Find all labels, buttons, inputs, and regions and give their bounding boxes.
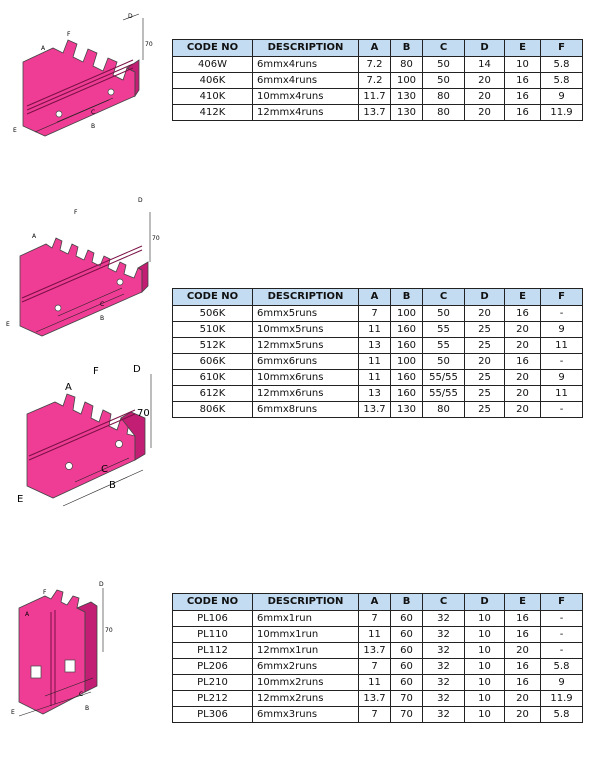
cell-c: 32 <box>423 627 465 643</box>
block-front-face <box>23 40 135 136</box>
cell-e: 16 <box>505 611 541 627</box>
header-description: DESCRIPTION <box>253 40 359 57</box>
cell-e: 16 <box>505 105 541 121</box>
cell-b: 130 <box>391 89 423 105</box>
cell-d: 10 <box>465 675 505 691</box>
table-row <box>173 659 583 675</box>
cell-description: 6mmx8runs <box>253 402 359 418</box>
cell-f: 9 <box>541 370 583 386</box>
cell-f: - <box>541 306 583 322</box>
cell-b: 70 <box>391 691 423 707</box>
block-front-face <box>19 590 85 714</box>
cell-a: 13.7 <box>359 691 391 707</box>
cell-b: 100 <box>391 354 423 370</box>
cell-code: PL110 <box>173 627 253 643</box>
cell-code: PL106 <box>173 611 253 627</box>
dim-f: F <box>93 366 99 377</box>
header-description: DESCRIPTION <box>253 594 359 611</box>
cell-description: 10mmx2runs <box>253 675 359 691</box>
block-drawing-6runs <box>5 356 165 511</box>
cell-description: 10mmx4runs <box>253 89 359 105</box>
cell-description: 6mmx4runs <box>253 73 359 89</box>
cell-code: 610K <box>173 370 253 386</box>
cell-f: 11.9 <box>541 691 583 707</box>
cell-description: 12mmx5runs <box>253 338 359 354</box>
cell-code: 806K <box>173 402 253 418</box>
cell-c: 32 <box>423 691 465 707</box>
dim-b: B <box>100 315 105 322</box>
cell-code: 410K <box>173 89 253 105</box>
dim-a: A <box>41 45 46 52</box>
cell-d: 25 <box>465 386 505 402</box>
cell-c: 55/55 <box>423 386 465 402</box>
cell-f: 9 <box>541 675 583 691</box>
cell-c: 50 <box>423 73 465 89</box>
cell-a: 7 <box>359 659 391 675</box>
cell-f: 5.8 <box>541 707 583 723</box>
dim-f: F <box>43 589 47 596</box>
table-header-row <box>173 594 583 611</box>
cell-a: 11 <box>359 354 391 370</box>
table-row <box>173 386 583 402</box>
cell-b: 60 <box>391 611 423 627</box>
block-drawing-4runs <box>5 10 155 140</box>
table-row <box>173 73 583 89</box>
cell-f: 5.8 <box>541 57 583 73</box>
cell-e: 20 <box>505 322 541 338</box>
dim-height: 70 <box>152 235 160 242</box>
header-c: C <box>423 289 465 306</box>
table-row <box>173 691 583 707</box>
cell-e: 16 <box>505 627 541 643</box>
header-e: E <box>505 594 541 611</box>
cell-e: 10 <box>505 57 541 73</box>
header-a: A <box>359 40 391 57</box>
dim-d: D <box>99 581 104 588</box>
block-front-face <box>20 238 142 336</box>
cell-e: 16 <box>505 89 541 105</box>
block-drawing-pl <box>5 572 125 727</box>
dim-d: D <box>133 364 141 375</box>
cell-description: 6mmx3runs <box>253 707 359 723</box>
dim-a: A <box>65 382 72 393</box>
table-row <box>173 338 583 354</box>
header-e: E <box>505 289 541 306</box>
cell-d: 10 <box>465 611 505 627</box>
header-code: CODE NO <box>173 594 253 611</box>
cell-a: 13 <box>359 386 391 402</box>
cell-c: 50 <box>423 354 465 370</box>
dim-e: E <box>13 127 17 134</box>
dim-c: C <box>100 301 105 308</box>
table-row <box>173 402 583 418</box>
dim-e: E <box>11 709 15 716</box>
cell-d: 10 <box>465 659 505 675</box>
cell-b: 70 <box>391 707 423 723</box>
cell-code: 510K <box>173 322 253 338</box>
cell-d: 10 <box>465 691 505 707</box>
cell-b: 130 <box>391 105 423 121</box>
header-f: F <box>541 289 583 306</box>
dim-b: B <box>85 705 90 712</box>
cell-e: 16 <box>505 306 541 322</box>
cell-b: 130 <box>391 402 423 418</box>
cell-code: 412K <box>173 105 253 121</box>
cell-d: 25 <box>465 322 505 338</box>
header-f: F <box>541 594 583 611</box>
cell-f: 9 <box>541 89 583 105</box>
cell-c: 32 <box>423 611 465 627</box>
cell-a: 13.7 <box>359 105 391 121</box>
cell-d: 20 <box>465 354 505 370</box>
cell-description: 10mmx5runs <box>253 322 359 338</box>
cell-b: 160 <box>391 338 423 354</box>
cell-c: 80 <box>423 402 465 418</box>
cell-d: 25 <box>465 370 505 386</box>
cell-f: - <box>541 402 583 418</box>
cell-description: 6mmx2runs <box>253 659 359 675</box>
spec-table-pl <box>172 593 583 723</box>
dim-b: B <box>109 480 116 491</box>
dim-e: E <box>17 494 24 505</box>
header-d: D <box>465 289 505 306</box>
table-row <box>173 57 583 73</box>
cell-description: 10mmx1run <box>253 627 359 643</box>
cell-e: 16 <box>505 354 541 370</box>
cell-c: 32 <box>423 643 465 659</box>
cell-c: 32 <box>423 659 465 675</box>
block-drawing-5runs <box>2 192 162 342</box>
cell-code: 506K <box>173 306 253 322</box>
cell-c: 32 <box>423 707 465 723</box>
cell-a: 13 <box>359 338 391 354</box>
cell-e: 20 <box>505 402 541 418</box>
cell-b: 100 <box>391 306 423 322</box>
cell-c: 50 <box>423 306 465 322</box>
cell-code: PL112 <box>173 643 253 659</box>
cell-a: 7 <box>359 707 391 723</box>
cell-d: 10 <box>465 627 505 643</box>
table-header-row <box>173 40 583 57</box>
dim-height: 70 <box>105 627 113 634</box>
spec-table-4runs <box>172 39 583 121</box>
cell-d: 10 <box>465 643 505 659</box>
dim-b: B <box>91 123 96 130</box>
header-code: CODE NO <box>173 289 253 306</box>
cell-b: 60 <box>391 675 423 691</box>
header-b: B <box>391 40 423 57</box>
table-row <box>173 643 583 659</box>
cell-b: 160 <box>391 370 423 386</box>
cell-f: 11 <box>541 338 583 354</box>
table-row <box>173 611 583 627</box>
header-d: D <box>465 40 505 57</box>
cell-a: 13.7 <box>359 402 391 418</box>
table-row <box>173 354 583 370</box>
cell-f: 11.9 <box>541 105 583 121</box>
cell-b: 100 <box>391 73 423 89</box>
cell-a: 11 <box>359 322 391 338</box>
cell-c: 80 <box>423 105 465 121</box>
cell-f: - <box>541 643 583 659</box>
header-description: DESCRIPTION <box>253 289 359 306</box>
cell-e: 16 <box>505 659 541 675</box>
cell-a: 11 <box>359 370 391 386</box>
header-d: D <box>465 594 505 611</box>
cell-a: 7.2 <box>359 73 391 89</box>
cell-code: 612K <box>173 386 253 402</box>
cell-d: 14 <box>465 57 505 73</box>
cell-c: 55 <box>423 338 465 354</box>
table-header-row <box>173 289 583 306</box>
cell-code: 406K <box>173 73 253 89</box>
cell-f: 5.8 <box>541 659 583 675</box>
dim-d: D <box>138 197 143 204</box>
cell-e: 20 <box>505 691 541 707</box>
table-row <box>173 707 583 723</box>
cell-d: 20 <box>465 105 505 121</box>
cell-description: 12mmx1run <box>253 643 359 659</box>
cell-a: 11 <box>359 627 391 643</box>
dim-a: A <box>25 611 30 618</box>
cell-a: 7 <box>359 306 391 322</box>
dim-e: E <box>6 321 10 328</box>
dim-f: F <box>74 209 78 216</box>
header-c: C <box>423 594 465 611</box>
cell-code: 606K <box>173 354 253 370</box>
cell-f: - <box>541 627 583 643</box>
dim-c: C <box>79 691 84 698</box>
cell-description: 6mmx6runs <box>253 354 359 370</box>
cell-code: PL212 <box>173 691 253 707</box>
cell-d: 20 <box>465 306 505 322</box>
cell-a: 13.7 <box>359 643 391 659</box>
header-b: B <box>391 594 423 611</box>
cell-e: 20 <box>505 370 541 386</box>
table-row <box>173 322 583 338</box>
cell-e: 20 <box>505 338 541 354</box>
cell-e: 20 <box>505 386 541 402</box>
table-row <box>173 89 583 105</box>
dim-height: 70 <box>145 41 153 48</box>
dim-height: 70 <box>137 408 150 419</box>
dim-d: D <box>128 13 133 20</box>
table-row <box>173 105 583 121</box>
cell-f: - <box>541 611 583 627</box>
cell-b: 60 <box>391 659 423 675</box>
cell-c: 32 <box>423 675 465 691</box>
cell-code: PL210 <box>173 675 253 691</box>
table-row <box>173 370 583 386</box>
cell-description: 6mmx4runs <box>253 57 359 73</box>
cell-b: 160 <box>391 386 423 402</box>
cell-code: PL306 <box>173 707 253 723</box>
cell-b: 60 <box>391 643 423 659</box>
cell-b: 60 <box>391 627 423 643</box>
header-f: F <box>541 40 583 57</box>
dim-c: C <box>91 109 96 116</box>
cell-e: 16 <box>505 675 541 691</box>
cell-c: 80 <box>423 89 465 105</box>
cell-code: 512K <box>173 338 253 354</box>
dim-f: F <box>67 31 71 38</box>
cell-code: 406W <box>173 57 253 73</box>
cell-e: 20 <box>505 643 541 659</box>
cell-a: 7 <box>359 611 391 627</box>
cell-f: - <box>541 354 583 370</box>
cell-d: 25 <box>465 402 505 418</box>
cell-description: 10mmx6runs <box>253 370 359 386</box>
cell-description: 12mmx6runs <box>253 386 359 402</box>
cell-f: 9 <box>541 322 583 338</box>
cell-a: 11 <box>359 675 391 691</box>
cell-f: 11 <box>541 386 583 402</box>
cell-b: 80 <box>391 57 423 73</box>
cell-f: 5.8 <box>541 73 583 89</box>
cell-d: 10 <box>465 707 505 723</box>
cell-description: 12mmx4runs <box>253 105 359 121</box>
header-b: B <box>391 289 423 306</box>
cell-d: 20 <box>465 89 505 105</box>
cell-c: 50 <box>423 57 465 73</box>
cell-b: 160 <box>391 322 423 338</box>
cell-description: 6mmx5runs <box>253 306 359 322</box>
table-row <box>173 627 583 643</box>
cell-a: 11.7 <box>359 89 391 105</box>
table-row <box>173 675 583 691</box>
table-row <box>173 306 583 322</box>
cell-e: 16 <box>505 73 541 89</box>
cell-e: 20 <box>505 707 541 723</box>
cell-description: 12mmx2runs <box>253 691 359 707</box>
header-a: A <box>359 289 391 306</box>
spec-table-5-6-8runs <box>172 288 583 418</box>
cell-description: 6mmx1run <box>253 611 359 627</box>
header-c: C <box>423 40 465 57</box>
cell-c: 55 <box>423 322 465 338</box>
cell-c: 55/55 <box>423 370 465 386</box>
cell-d: 25 <box>465 338 505 354</box>
header-e: E <box>505 40 541 57</box>
header-code: CODE NO <box>173 40 253 57</box>
dim-c: C <box>101 464 108 475</box>
header-a: A <box>359 594 391 611</box>
cell-code: PL206 <box>173 659 253 675</box>
cell-d: 20 <box>465 73 505 89</box>
cell-a: 7.2 <box>359 57 391 73</box>
dim-a: A <box>32 233 37 240</box>
